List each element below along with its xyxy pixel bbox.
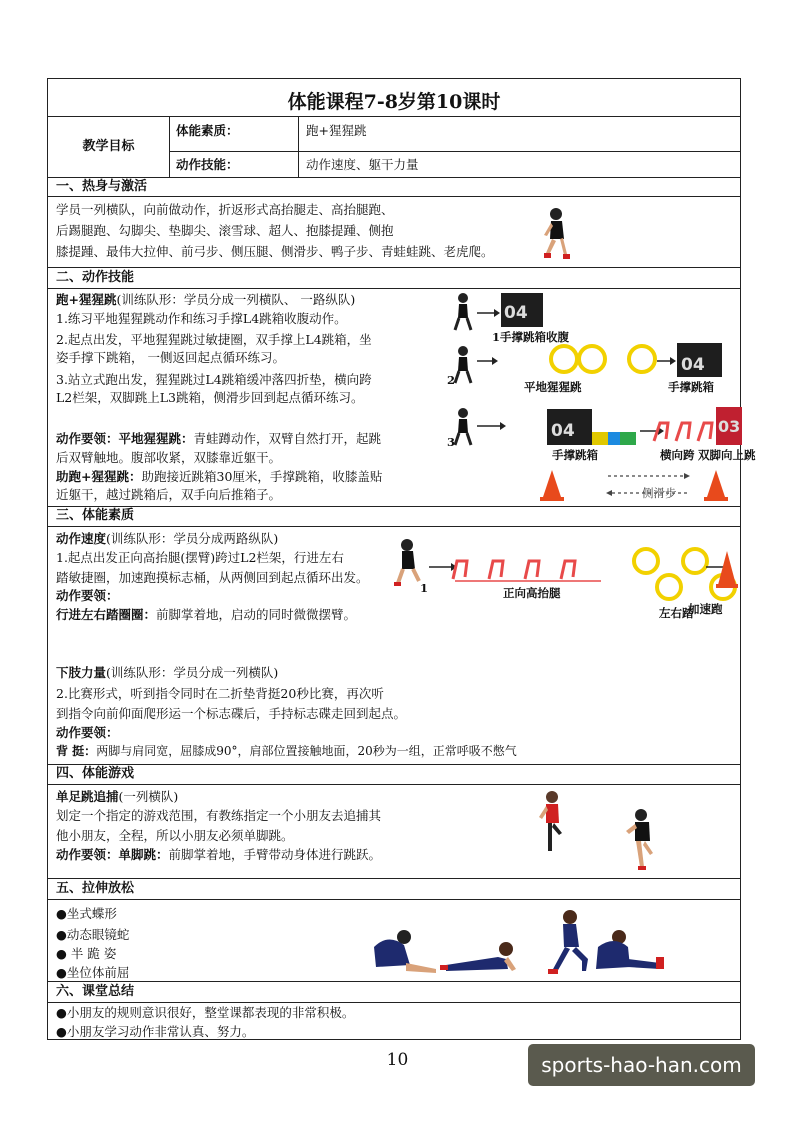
skill-formation: (训练队形：学员分成一列横队、 一路纵队)	[116, 292, 356, 307]
diagram-step-number: 3	[447, 435, 456, 449]
leg-requirement-text: 两脚与肩同宽，屈膝成90°，肩部位置接触地面，20秒为一组，正常呼吸不憋气	[96, 744, 517, 758]
diagram-label: 正向高抬腿	[503, 586, 561, 600]
fitness-quality-value: 跑+猩猩跳	[306, 123, 367, 138]
skill-requirement-line	[56, 430, 381, 448]
skill-step-line: 3.站立式跑出发，猩猩跳过L4跳箱缓冲落四折垫，横向跨	[56, 372, 372, 387]
stretch-poses-figure	[366, 907, 666, 979]
page-number: 10	[386, 1050, 409, 1070]
chasing-kid-figure	[623, 807, 663, 873]
skill-diagram	[444, 289, 756, 506]
section-warmup-heading: 一、热身与激活	[56, 179, 148, 194]
diagram-step-number: 1	[420, 581, 429, 595]
section-game-heading: 四、体能游戏	[56, 766, 135, 781]
skill-requirement-title: 动作要领：平地猩猩跳：	[56, 431, 194, 446]
leg-line: 到指令向前仰面爬形运一个标志碟后，手持标志碟走回到起点。	[56, 706, 407, 721]
section-fitness-heading: 三、体能素质	[56, 508, 135, 523]
section-motor-skill-heading: 二、动作技能	[56, 270, 135, 285]
skill-name: 跑+猩猩跳	[56, 292, 117, 307]
game-requirement-title: 动作要领：单脚跳：	[56, 847, 169, 862]
game-line: 他小朋友，全程，所以小朋友必须单脚跳。	[56, 828, 294, 843]
skill-step-line: 1.练习平地猩猩跳动作和练习手撑L4跳箱收腹动作。	[56, 311, 347, 326]
stretch-item: ●动态眼镜蛇	[56, 927, 130, 942]
diagram-label: 横向跨	[660, 448, 695, 462]
skill-step-line: 姿手撑下跳箱， 一侧返回起点循环练习。	[56, 350, 285, 365]
skill-step-line: 2.起点出发，平地猩猩跳过敏捷圈，双手撑上L4跳箱，坐	[56, 332, 372, 347]
skill-requirement-line: 近躯干，越过跳箱后，双手向后推箱子。	[56, 487, 282, 502]
speed-line: 踏敏捷圈，加速跑摸标志桶，从两侧回到起点循环出发。	[56, 570, 369, 585]
watermark: sports-hao-han.com	[528, 1044, 755, 1086]
game-formation: (一列横队)	[118, 789, 179, 804]
leg-title: 下肢力量	[56, 665, 107, 680]
game-title: 单足跳追捕	[56, 789, 119, 804]
diagram-label: 左右踏	[659, 606, 694, 620]
diagram-label: 手撑跳箱	[552, 448, 598, 462]
leg-formation: (训练队形：学员分成一列横队)	[106, 665, 279, 680]
section-stretch-heading: 五、拉伸放松	[56, 881, 135, 896]
speed-requirement-name: 行进左右踏圈圈：	[56, 607, 157, 622]
warmup-line: 膝提踵、最伟大拉伸、前弓步、侧压腿、侧滑步、鸭子步、青蛙蛙跳、老虎爬。	[56, 244, 494, 259]
cone-icon	[716, 549, 738, 589]
objectives-label: 教学目标	[82, 139, 135, 154]
section-summary-heading: 六、课堂总结	[56, 984, 135, 999]
box-number: 03	[718, 417, 741, 436]
game-requirement-text: 前脚掌着地，手臂带动身体进行跳跃。	[168, 847, 382, 862]
summary-item: ●小朋友学习动作非常认真、努力。	[56, 1024, 255, 1039]
skill-requirement-line: 后双臂触地。腹部收紧，双膝靠近躯干。	[56, 450, 282, 465]
skill-requirement-line	[56, 468, 382, 486]
run-jump-title: 助跑+猩猩跳：	[56, 469, 142, 484]
stretch-item: ●坐位体前屈	[56, 965, 130, 980]
speed-title: 动作速度	[56, 531, 107, 546]
lesson-plan-sheet	[47, 78, 756, 1040]
warmup-runner-figure	[538, 207, 572, 265]
box-number: 04	[504, 303, 528, 323]
diagram-label: 平地猩猩跳	[524, 380, 582, 394]
speed-requirement-title: 动作要领：	[56, 588, 119, 603]
leg-requirement-name: 背 挺：	[56, 744, 97, 758]
fitness-quality-key: 体能素质：	[176, 123, 239, 138]
leg-line: 2.比赛形式，听到指令同时在二折垫背挺20秒比赛，再次听	[56, 686, 384, 701]
leg-requirement-line	[56, 742, 517, 760]
hopping-kid-figure	[536, 789, 570, 855]
skill-step-line: L2栏架，双脚跳上L3跳箱，侧滑步回到起点循环练习。	[56, 390, 364, 405]
leg-requirement-title: 动作要领：	[56, 725, 119, 740]
diagram-label: 1手撑跳箱收腹	[492, 330, 570, 344]
game-requirement-line	[56, 846, 381, 864]
speed-line: 1.起点出发正向高抬腿(摆臂)跨过L2栏架，行进左右	[56, 550, 344, 565]
diagram-label: 手撑跳箱	[668, 380, 714, 394]
game-intro-line	[56, 788, 178, 806]
skill-intro-line	[56, 291, 355, 309]
lesson-title: 体能课程7-8岁第10课时	[287, 91, 501, 113]
run-jump-text: 助跑接近跳箱30厘米，手撑跳箱，收膝盖贴	[141, 469, 383, 484]
summary-item: ●小朋友的规则意识很好，整堂课都表现的非常积极。	[56, 1005, 355, 1020]
motor-skill-value: 动作速度、躯干力量	[306, 157, 419, 172]
warmup-line: 学员一列横队，向前做动作，折返形式高抬腿走、高抬腿跑、	[56, 202, 394, 217]
stretch-item: ● 半 跪 姿	[56, 946, 117, 961]
speed-formation: (训练队形：学员分成两路纵队)	[106, 531, 279, 546]
diagram-label: 加速跑	[688, 602, 723, 616]
speed-requirement-line	[56, 606, 356, 624]
game-line: 划定一个指定的游戏范围，有教练指定一个小朋友去追捕其	[56, 808, 382, 823]
speed-requirement-text: 前脚掌着地，启动的同时微微摆臂。	[156, 607, 357, 622]
leg-intro-line	[56, 664, 278, 682]
box-number: 04	[681, 355, 705, 375]
motor-skill-key: 动作技能：	[176, 157, 239, 172]
stretch-item: ●坐式蝶形	[56, 906, 117, 921]
diagram-label: 双脚向上跳	[698, 448, 756, 462]
box-number: 04	[551, 421, 575, 441]
warmup-line: 后踢腿跑、勾脚尖、垫脚尖、滚雪球、超人、抱膝提踵、侧抱	[56, 223, 394, 238]
skill-requirement-text: 青蛙蹲动作，双臂自然打开，起跳	[193, 431, 382, 446]
speed-intro-line	[56, 530, 278, 548]
diagram-step-number: 2	[447, 373, 456, 387]
diagram-label: 侧滑步	[642, 486, 677, 500]
